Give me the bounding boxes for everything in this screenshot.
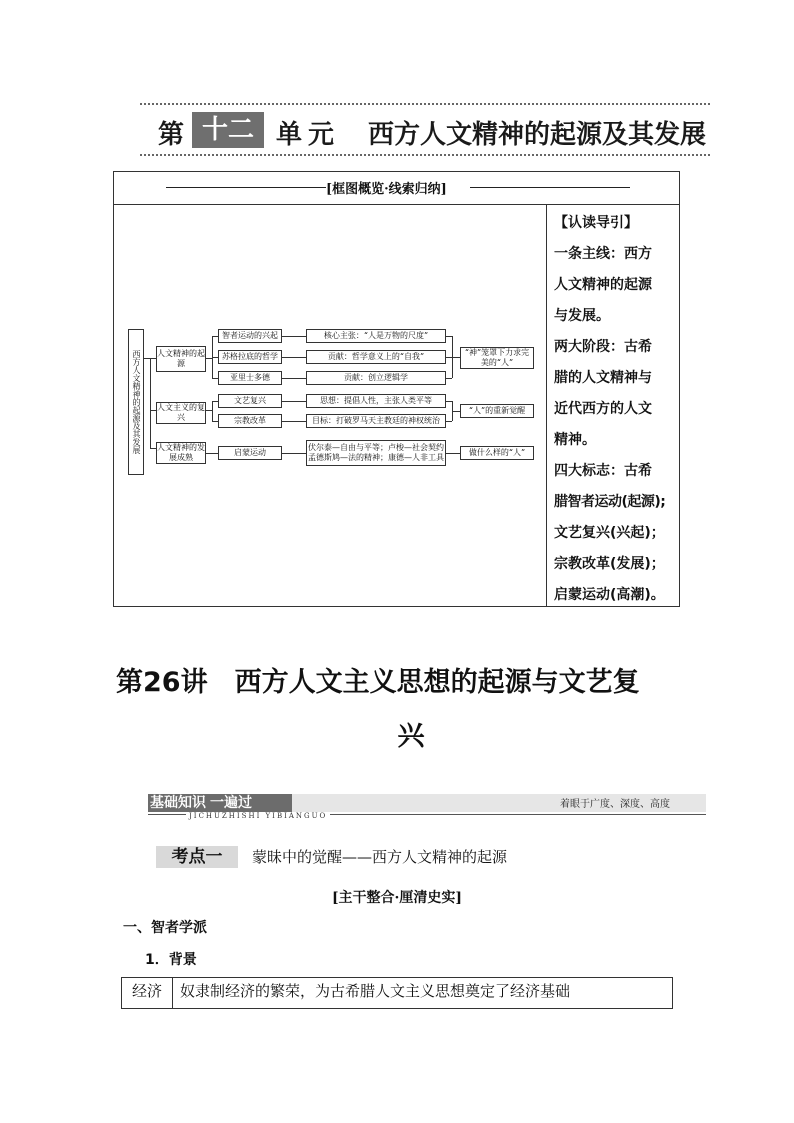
section-label	[148, 794, 292, 812]
mindmap-l4-perfect-man: “神”笼罩下力求完美的“人”	[460, 347, 534, 369]
guide-line: 精神。	[554, 432, 596, 448]
heading-rule-left	[166, 187, 326, 188]
guide-line: 一条主线：西方	[554, 246, 652, 262]
mindmap-l2-sophists: 智者运动的兴起	[218, 329, 282, 343]
guide-line: 文艺复兴(兴起)；	[554, 525, 665, 541]
mindmap-l3-humanity: 思想：提倡人性，主张人类平等	[306, 394, 446, 408]
mindmap-l3-papacy: 目标：打破罗马天主教廷的神权统治	[306, 414, 446, 428]
unit-title: 西方人文精神的起源及其发展	[368, 120, 707, 150]
frame-heading-row	[114, 172, 679, 205]
mindmap-l3-measure: 核心主张：“人是万物的尺度”	[306, 329, 446, 343]
section-label-main: 基础知识	[150, 795, 206, 811]
unit-suffix: 单元	[276, 120, 341, 150]
table-cell-label: 经济	[122, 978, 173, 1008]
lecture-title	[116, 656, 686, 764]
section-label-sub: 一遍过	[210, 795, 252, 811]
overview-frame	[113, 171, 680, 607]
frame-divider	[546, 205, 547, 606]
unit-number: 十二	[192, 112, 264, 148]
kaodian-title: 蒙昧中的觉醒——西方人文精神的起源	[252, 848, 508, 866]
heading-rule-right	[470, 187, 630, 188]
mindmap-root: 西方人文精神的起源及其发展	[128, 329, 144, 475]
section-motto: 着眼于广度、深度、高度	[560, 799, 670, 810]
lecture-title-line-2: 兴	[397, 721, 425, 752]
philosophers-line-1: 伏尔泰—自由与平等；卢梭—社会契约	[308, 443, 444, 452]
guide-line: 与发展。	[554, 308, 610, 324]
lecture-title-line-1: 第26讲 西方人文主义思想的起源与文艺复	[116, 667, 640, 698]
mindmap-l3-logic: 贡献：创立逻辑学	[306, 371, 446, 385]
guide-line: 两大阶段：古希	[554, 339, 652, 355]
frame-heading: [框图概览·线索归纳]	[326, 182, 447, 197]
top-dotted-rule	[140, 103, 710, 105]
heading-sophists: 一、智者学派	[123, 920, 207, 936]
guide-title: 【认读导引】	[554, 215, 638, 231]
sub-heading-bracket: [主干整合·厘清史实]	[331, 890, 463, 906]
mindmap-l2-enlightenment: 启蒙运动	[218, 446, 282, 460]
bottom-dotted-rule	[140, 154, 710, 156]
table-cell-content: 奴隶制经济的繁荣，为古希腊人文主义思想奠定了经济基础	[180, 982, 571, 1000]
background-table	[121, 977, 673, 1009]
mindmap-l1-origin: 人文精神的起源	[156, 346, 206, 372]
philosophers-line-2: 孟德斯鸠—法的精神；康德—人非工具	[308, 453, 444, 462]
mindmap-l2-renaissance: 文艺复兴	[218, 394, 282, 408]
guide-line: 腊智者运动(起源);	[554, 494, 666, 510]
mindmap-l1-revival: 人文主义的复兴	[157, 403, 205, 422]
mindmap-l3-self: 贡献：哲学意义上的“自我”	[306, 350, 446, 364]
section-pinyin: JICHUZHISHI YIBIANGUO	[186, 812, 330, 820]
mindmap-l4-reawakening: “人”的重新觉醒	[460, 404, 534, 418]
guide-line: 人文精神的起源	[554, 277, 652, 293]
heading-background: 1．背景	[145, 952, 197, 968]
guide-line: 启蒙运动(高潮)。	[554, 587, 665, 603]
mindmap-l2-aristotle: 亚里士多德	[218, 371, 282, 385]
mindmap-l4-what-man: 做什么样的“人”	[460, 446, 534, 460]
reading-guide	[554, 208, 678, 611]
mindmap-l3-philosophers	[306, 440, 446, 466]
guide-line: 宗教改革(发展)；	[554, 556, 665, 572]
unit-header	[158, 112, 718, 152]
guide-line: 近代西方的人文	[554, 401, 652, 417]
mindmap-l2-reformation: 宗教改革	[218, 414, 282, 428]
mindmap-l2-socrates: 苏格拉底的哲学	[218, 350, 282, 364]
guide-line: 腊的人文精神与	[554, 370, 652, 386]
unit-prefix: 第	[158, 120, 185, 150]
mindmap-l1-mature: 人文精神的发展成熟	[157, 443, 205, 462]
kaodian-label: 考点一	[156, 846, 238, 868]
guide-line: 四大标志：古希	[554, 463, 652, 479]
